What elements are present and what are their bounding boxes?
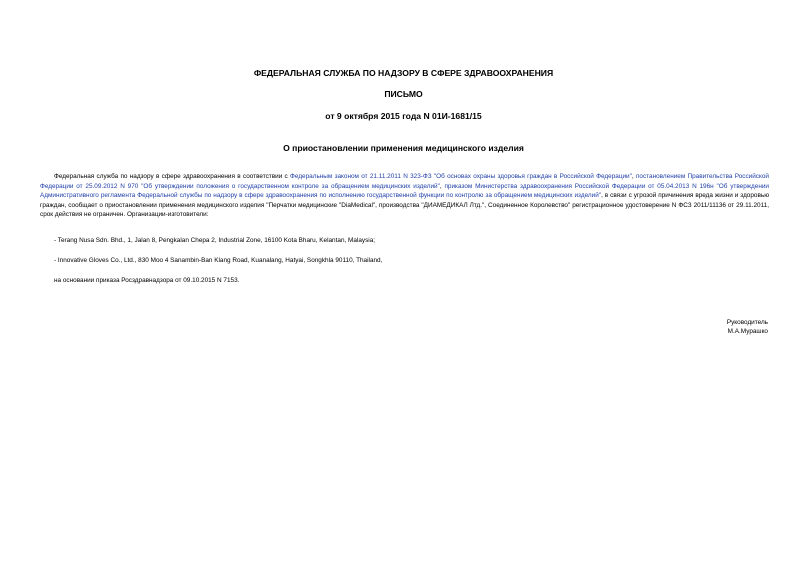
agency-heading: ФЕДЕРАЛЬНАЯ СЛУЖБА ПО НАДЗОРУ В СФЕРЕ ЗДРАВООХРАНЕНИЯ (253, 68, 554, 78)
signatory-name: М.А.Мурашко (727, 328, 768, 335)
signatory-title: Руководитель (726, 319, 768, 326)
document-subject: О приостановлении применения медицинского изделия (283, 143, 524, 153)
manufacturer-item-1: - Terang Nusa Sdn. Bhd., 1, Jalan 8, Pengkalan Chepa 2, Industrial Zone, 16100 Kota Bharu, Kelantan, Malaysia; (54, 237, 376, 244)
manufacturer-item-2: - Innovative Gloves Co., Ltd., 830 Moo 4 Sanambin-Ban Klang Road, Kuanalang, Hatyai, Songkhla 90110, Thailand, (54, 257, 383, 264)
body-text-part-3: , (439, 182, 445, 190)
ministry-order-link[interactable]: приказом Министерства здравоохранения Российской Федерации от 05.04.2013 N 196н "Об утверждении Административного регламента Федеральной службы по надзору в сфере здравоохранения по исполнению государственной функции по контролю за обращением медицинских изделий" (40, 182, 769, 200)
federal-law-link[interactable]: Федеральным законом от 21.11.2011 N 323-ФЗ "Об основах охраны здоровья граждан в Российской Федерации" (290, 173, 632, 180)
document-date-number: от 9 октября 2015 года N 01И-1681/15 (325, 111, 482, 121)
body-text-part-2: , (631, 173, 636, 180)
basis-line: на основании приказа Росздравнадзора от 09.10.2015 N 7153. (54, 277, 240, 284)
body-text-part-4: , в связи с угрозой причинения вреда жизни и здоровью граждан, сообщает о приостановлении применения медицинского изделия "Перчатки медицинские "DiaMedical", производства "ДИАМЕДИКАЛ Лтд.", Соединенное Королевство" регистрационное удостоверение N ФСЗ 2011/11136 от 29.11.2011, срок действия не ограничен. Организации-изготовители: (40, 192, 769, 219)
government-decree-link[interactable]: постановлением Правительства Российской Федерации от 25.09.2012 N 970 "Об утверждении положения о государственном контроле за обращением медицинских изделий" (40, 173, 769, 190)
body-text-part-1: Федеральная служба по надзору в сфере здравоохранения в соответствии с (54, 173, 291, 180)
document-type-heading: ПИСЬМО (384, 89, 423, 99)
body-paragraph (40, 172, 769, 220)
